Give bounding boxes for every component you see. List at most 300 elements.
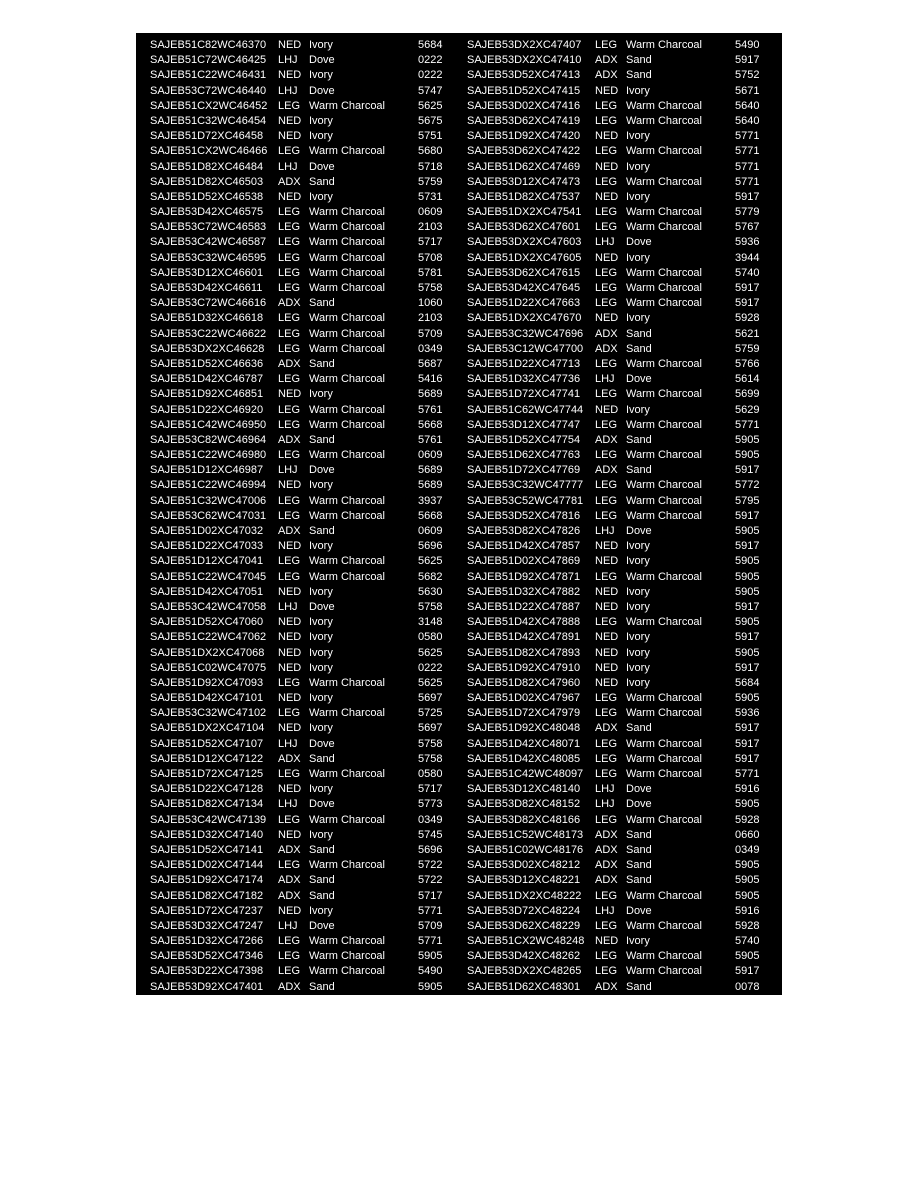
color-cell: Warm Charcoal — [626, 114, 702, 127]
color-cell: Dove — [626, 236, 652, 249]
number-cell: 5758 — [418, 282, 443, 294]
color-cell: Sand — [309, 175, 335, 188]
code-cell: NED — [595, 555, 619, 568]
number-cell: 5773 — [418, 798, 443, 811]
table-row — [150, 190, 466, 205]
number-cell: 5771 — [735, 175, 760, 188]
vin-cell: SAJEB51C22WC46431 — [150, 69, 267, 82]
table-row — [150, 220, 466, 235]
number-cell: 5490 — [418, 965, 443, 978]
color-cell: Warm Charcoal — [309, 859, 385, 872]
vin-cell: SAJEB53D52XC47816 — [467, 509, 581, 522]
vin-cell: SAJEB51C82WC46370 — [150, 39, 267, 51]
table-row — [467, 600, 783, 615]
code-cell: LEG — [595, 297, 618, 310]
vin-cell: SAJEB53D42XC46575 — [150, 206, 264, 219]
code-cell: LEG — [595, 768, 618, 780]
table-row — [150, 84, 466, 99]
color-cell: Warm Charcoal — [626, 570, 702, 583]
vin-cell: SAJEB51DX2XC47541 — [467, 206, 582, 219]
vin-cell: SAJEB51D82XC47537 — [467, 190, 581, 203]
number-cell: 5905 — [735, 585, 760, 598]
vin-cell: SAJEB51D92XC47871 — [467, 570, 581, 583]
table-row — [150, 615, 466, 630]
vin-cell: SAJEB51D32XC47266 — [150, 935, 264, 948]
code-cell: NED — [278, 114, 302, 127]
vin-cell: SAJEB53D12XC46601 — [150, 266, 264, 279]
vin-cell: SAJEB51D42XC47891 — [467, 631, 581, 644]
table-row — [150, 144, 466, 159]
number-cell: 5758 — [418, 600, 443, 613]
code-cell: LEG — [595, 357, 618, 370]
number-cell: 5917 — [735, 631, 760, 644]
code-cell: LHJ — [278, 54, 298, 67]
code-cell: LEG — [278, 768, 301, 780]
vin-cell: SAJEB53DX2XC47407 — [467, 39, 582, 51]
code-cell: LEG — [595, 145, 618, 158]
number-cell: 5917 — [735, 54, 760, 67]
vin-cell: SAJEB53C32WC47777 — [467, 479, 584, 492]
code-cell: LEG — [278, 418, 301, 431]
vin-cell: SAJEB51D42XC46787 — [150, 373, 264, 386]
color-cell: Sand — [626, 874, 652, 887]
code-cell: LEG — [595, 752, 618, 765]
number-cell: 5722 — [418, 874, 443, 887]
number-cell: 5671 — [735, 84, 760, 97]
color-cell: Sand — [626, 433, 652, 446]
number-cell: 5699 — [735, 388, 760, 401]
vin-cell: SAJEB51D02XC47032 — [150, 525, 264, 537]
vin-cell: SAJEB51D52XC47415 — [467, 84, 581, 97]
color-cell: Warm Charcoal — [309, 251, 385, 264]
number-cell: 5759 — [418, 175, 443, 188]
color-cell: Ivory — [626, 631, 650, 644]
code-cell: LHJ — [595, 783, 615, 796]
vin-cell: SAJEB53D42XC46611 — [150, 282, 263, 294]
color-cell: Dove — [309, 798, 335, 811]
code-cell: LEG — [595, 449, 618, 462]
code-cell: LEG — [595, 282, 618, 294]
table-row — [150, 646, 466, 661]
vin-cell: SAJEB53DX2XC46628 — [150, 342, 265, 355]
vin-cell: SAJEB51DX2XC48222 — [467, 889, 582, 902]
number-cell: 3148 — [418, 616, 443, 629]
code-cell: NED — [595, 631, 619, 644]
vin-cell: SAJEB51D92XC47174 — [150, 874, 264, 887]
table-row — [467, 494, 783, 509]
number-cell: 5905 — [735, 798, 760, 811]
number-cell: 5490 — [735, 39, 760, 51]
table-row — [150, 357, 466, 372]
color-cell: Sand — [626, 54, 652, 67]
table-row — [150, 235, 466, 250]
color-cell: Warm Charcoal — [309, 312, 385, 325]
code-cell: LEG — [278, 494, 301, 507]
number-cell: 5697 — [418, 692, 443, 705]
vin-cell: SAJEB51D82XC47134 — [150, 798, 264, 811]
number-cell: 5689 — [418, 388, 443, 401]
code-cell: LEG — [278, 342, 301, 355]
number-cell: 5682 — [418, 570, 443, 583]
color-cell: Sand — [626, 342, 652, 355]
vin-cell: SAJEB51D82XC46503 — [150, 175, 264, 188]
table-row — [467, 311, 783, 326]
number-cell: 5905 — [735, 889, 760, 902]
code-cell: LHJ — [278, 737, 298, 750]
number-cell: 5905 — [735, 874, 760, 887]
vin-cell: SAJEB53D32XC47247 — [150, 919, 264, 932]
table-row — [467, 721, 783, 736]
color-cell: Warm Charcoal — [626, 919, 702, 932]
color-cell: Sand — [626, 327, 652, 340]
code-cell: LHJ — [595, 373, 615, 386]
number-cell: 5697 — [418, 722, 443, 735]
color-cell: Ivory — [309, 69, 333, 82]
vin-cell: SAJEB51C42WC48097 — [467, 768, 584, 780]
code-cell: ADX — [278, 525, 301, 537]
code-cell: NED — [595, 600, 619, 613]
color-cell: Ivory — [309, 130, 333, 143]
color-cell: Ivory — [626, 312, 650, 325]
table-row — [150, 387, 466, 402]
code-cell: LEG — [278, 859, 301, 872]
vin-cell: SAJEB53C12WC47700 — [467, 342, 584, 355]
vin-cell: SAJEB53D72XC48224 — [467, 904, 581, 917]
vin-cell: SAJEB51D72XC47741 — [467, 388, 581, 401]
vin-cell: SAJEB51D82XC46484 — [150, 160, 264, 173]
vin-cell: SAJEB53D82XC48166 — [467, 813, 581, 826]
vin-cell: SAJEB51D92XC47093 — [150, 676, 264, 689]
vin-cell: SAJEB53C72WC46440 — [150, 84, 267, 97]
vin-cell: SAJEB51D42XC47101 — [150, 692, 264, 705]
number-cell: 5779 — [735, 206, 760, 219]
table-row — [467, 205, 783, 220]
table-row — [150, 53, 466, 68]
vin-cell: SAJEB53DX2XC47410 — [467, 54, 582, 67]
number-cell: 5928 — [735, 312, 760, 325]
vin-cell: SAJEB51DX2XC47605 — [467, 251, 582, 264]
number-cell: 5917 — [735, 540, 760, 553]
color-cell: Warm Charcoal — [309, 707, 385, 720]
number-cell: 5936 — [735, 236, 760, 249]
number-cell: 0580 — [418, 631, 443, 644]
vin-cell: SAJEB51D62XC47763 — [467, 449, 581, 462]
number-cell: 5745 — [418, 828, 443, 841]
table-row — [467, 418, 783, 433]
number-cell: 0078 — [735, 980, 760, 993]
number-cell: 5917 — [735, 752, 760, 765]
color-cell: Warm Charcoal — [626, 418, 702, 431]
number-cell: 5629 — [735, 403, 760, 416]
color-cell: Warm Charcoal — [309, 418, 385, 431]
color-cell: Dove — [626, 798, 652, 811]
vin-cell: SAJEB51D82XC47893 — [467, 646, 581, 659]
code-cell: ADX — [278, 889, 301, 902]
vin-cell: SAJEB51D02XC47967 — [467, 692, 581, 705]
table-row — [467, 706, 783, 721]
table-row — [150, 509, 466, 524]
code-cell: LEG — [595, 479, 618, 492]
vin-cell: SAJEB51D32XC47736 — [467, 373, 581, 386]
color-cell: Warm Charcoal — [626, 707, 702, 720]
table-row — [150, 99, 466, 114]
code-cell: LEG — [278, 206, 301, 219]
vin-cell: SAJEB51D72XC46458 — [150, 130, 264, 143]
code-cell: NED — [278, 692, 302, 705]
color-cell: Warm Charcoal — [309, 221, 385, 234]
table-row — [467, 630, 783, 645]
code-cell: NED — [278, 661, 302, 674]
color-cell: Ivory — [626, 676, 650, 689]
code-cell: NED — [278, 479, 302, 492]
code-cell: LEG — [278, 236, 301, 249]
table-row — [467, 327, 783, 342]
code-cell: ADX — [278, 297, 301, 310]
number-cell: 5905 — [735, 950, 760, 963]
number-cell: 5905 — [735, 692, 760, 705]
vin-cell: SAJEB51D02XC47144 — [150, 859, 264, 872]
code-cell: NED — [595, 84, 619, 97]
color-cell: Dove — [309, 160, 335, 173]
vin-cell: SAJEB51D12XC46987 — [150, 464, 264, 477]
color-cell: Warm Charcoal — [626, 357, 702, 370]
code-cell: ADX — [278, 752, 301, 765]
color-cell: Warm Charcoal — [309, 327, 385, 340]
number-cell: 0660 — [735, 828, 760, 841]
table-row — [150, 797, 466, 812]
table-row — [150, 114, 466, 129]
vin-cell: SAJEB51D52XC47060 — [150, 616, 264, 629]
code-cell: LHJ — [278, 600, 298, 613]
number-cell: 5625 — [418, 555, 443, 568]
color-cell: Warm Charcoal — [309, 813, 385, 826]
number-cell: 0609 — [418, 449, 443, 462]
table-row — [467, 38, 783, 53]
number-cell: 5640 — [735, 114, 760, 127]
color-cell: Ivory — [626, 84, 650, 97]
code-cell: ADX — [595, 464, 618, 477]
table-row — [467, 964, 783, 979]
code-cell: LHJ — [278, 160, 298, 173]
vin-cell: SAJEB51D72XC47237 — [150, 904, 264, 917]
color-cell: Warm Charcoal — [626, 509, 702, 522]
code-cell: LEG — [278, 570, 301, 583]
color-cell: Sand — [626, 843, 652, 856]
color-cell: Warm Charcoal — [309, 570, 385, 583]
code-cell: LEG — [278, 145, 301, 158]
vin-cell: SAJEB51D42XC47051 — [150, 585, 264, 598]
number-cell: 0222 — [418, 661, 443, 674]
table-row — [150, 311, 466, 326]
code-cell: LEG — [278, 950, 301, 963]
vin-cell: SAJEB51D52XC47141 — [150, 843, 264, 856]
code-cell: NED — [595, 312, 619, 325]
table-row — [150, 691, 466, 706]
color-cell: Ivory — [626, 130, 650, 143]
color-cell: Sand — [626, 69, 652, 82]
table-row — [467, 797, 783, 812]
table-row — [150, 494, 466, 509]
number-cell: 5696 — [418, 843, 443, 856]
color-cell: Ivory — [626, 555, 650, 568]
code-cell: NED — [278, 646, 302, 659]
code-cell: LEG — [595, 99, 618, 112]
color-cell: Sand — [309, 980, 335, 993]
code-cell: NED — [595, 661, 619, 674]
vin-cell: SAJEB53D52XC47413 — [467, 69, 581, 82]
number-cell: 5905 — [735, 859, 760, 872]
number-cell: 1060 — [418, 297, 443, 310]
table-row — [467, 114, 783, 129]
number-cell: 5725 — [418, 707, 443, 720]
vin-cell: SAJEB51CX2WC48248 — [467, 935, 585, 948]
code-cell: LEG — [278, 251, 301, 264]
number-cell: 5689 — [418, 464, 443, 477]
color-cell: Warm Charcoal — [626, 768, 702, 780]
color-cell: Ivory — [309, 661, 333, 674]
table-row — [467, 281, 783, 296]
code-cell: LEG — [278, 676, 301, 689]
number-cell: 5772 — [735, 479, 760, 492]
number-cell: 5625 — [418, 99, 443, 112]
color-cell: Warm Charcoal — [626, 449, 702, 462]
number-cell: 5917 — [735, 509, 760, 522]
vin-cell: SAJEB51D92XC47420 — [467, 130, 581, 143]
number-cell: 5731 — [418, 190, 443, 203]
number-cell: 5781 — [418, 266, 443, 279]
code-cell: LHJ — [595, 236, 615, 249]
vin-cell: SAJEB51D32XC47882 — [467, 585, 581, 598]
vin-cell: SAJEB53C82WC46964 — [150, 433, 267, 446]
color-cell: Warm Charcoal — [309, 99, 385, 112]
number-cell: 5917 — [735, 464, 760, 477]
color-cell: Warm Charcoal — [626, 950, 702, 963]
table-row — [150, 585, 466, 600]
table-row — [150, 251, 466, 266]
table-row — [467, 813, 783, 828]
color-cell: Ivory — [309, 692, 333, 705]
color-cell: Warm Charcoal — [626, 479, 702, 492]
vin-cell: SAJEB51D22XC47887 — [467, 600, 581, 613]
color-cell: Ivory — [626, 160, 650, 173]
color-cell: Ivory — [309, 479, 333, 492]
table-row — [150, 403, 466, 418]
vin-cell: SAJEB51C42WC46950 — [150, 418, 267, 431]
number-cell: 5905 — [735, 646, 760, 659]
color-cell: Warm Charcoal — [309, 965, 385, 978]
vin-cell: SAJEB53C32WC47102 — [150, 707, 267, 720]
table-row — [467, 752, 783, 767]
color-cell: Warm Charcoal — [626, 39, 702, 51]
table-row — [150, 767, 466, 782]
table-row — [150, 676, 466, 691]
table-row — [467, 661, 783, 676]
table-row — [150, 934, 466, 949]
table-row — [467, 691, 783, 706]
vin-cell: SAJEB53D62XC48229 — [467, 919, 581, 932]
number-cell: 5668 — [418, 509, 443, 522]
color-cell: Ivory — [626, 403, 650, 416]
table-row — [150, 752, 466, 767]
vin-cell: SAJEB51DX2XC47104 — [150, 722, 265, 735]
table-row — [150, 448, 466, 463]
number-cell: 5668 — [418, 418, 443, 431]
color-cell: Warm Charcoal — [626, 221, 702, 234]
color-cell: Ivory — [309, 783, 333, 796]
table-row — [150, 721, 466, 736]
vin-cell: SAJEB51D32XC47140 — [150, 828, 264, 841]
table-row — [467, 387, 783, 402]
number-cell: 0580 — [418, 768, 443, 780]
color-cell: Warm Charcoal — [626, 388, 702, 401]
color-cell: Dove — [309, 84, 335, 97]
number-cell: 5767 — [735, 221, 760, 234]
vin-cell: SAJEB53D52XC47346 — [150, 950, 264, 963]
vin-cell: SAJEB51D52XC47107 — [150, 737, 264, 750]
vin-cell: SAJEB51D32XC46618 — [150, 312, 264, 325]
table-row — [150, 175, 466, 190]
table-row — [150, 949, 466, 964]
table-row — [467, 980, 783, 995]
vin-cell: SAJEB51C32WC46454 — [150, 114, 267, 127]
vin-cell: SAJEB51D52XC46538 — [150, 190, 264, 203]
color-cell: Ivory — [309, 904, 333, 917]
code-cell: LEG — [278, 282, 301, 294]
number-cell: 5625 — [418, 646, 443, 659]
vin-cell: SAJEB51CX2WC46466 — [150, 145, 268, 158]
color-cell: Warm Charcoal — [626, 965, 702, 978]
table-row — [467, 403, 783, 418]
table-row — [150, 539, 466, 554]
color-cell: Dove — [626, 904, 652, 917]
table-row — [467, 235, 783, 250]
table-row — [467, 357, 783, 372]
color-cell: Warm Charcoal — [309, 449, 385, 462]
vin-cell: SAJEB53D92XC47401 — [150, 980, 264, 993]
color-cell: Warm Charcoal — [309, 236, 385, 249]
color-cell: Ivory — [626, 600, 650, 613]
color-cell: Warm Charcoal — [309, 282, 385, 294]
number-cell: 0609 — [418, 525, 443, 537]
color-cell: Warm Charcoal — [309, 509, 385, 522]
table-row — [467, 524, 783, 539]
number-cell: 5614 — [735, 373, 760, 386]
number-cell: 5684 — [418, 39, 443, 51]
table-row — [150, 296, 466, 311]
number-cell: 5751 — [418, 130, 443, 143]
color-cell: Warm Charcoal — [626, 737, 702, 750]
color-cell: Warm Charcoal — [626, 813, 702, 826]
code-cell: NED — [595, 130, 619, 143]
color-cell: Sand — [309, 889, 335, 902]
number-cell: 5771 — [735, 418, 760, 431]
vin-cell: SAJEB51D52XC47754 — [467, 433, 581, 446]
code-cell: LEG — [595, 494, 618, 507]
table-row — [467, 175, 783, 190]
number-cell: 5752 — [735, 69, 760, 82]
code-cell: LEG — [278, 555, 301, 568]
number-cell: 5905 — [418, 980, 443, 993]
number-cell: 5917 — [735, 600, 760, 613]
code-cell: ADX — [595, 327, 618, 340]
right-column — [467, 38, 783, 995]
table-row — [150, 205, 466, 220]
vin-cell: SAJEB51D82XC47182 — [150, 889, 264, 902]
table-row — [150, 858, 466, 873]
number-cell: 5687 — [418, 357, 443, 370]
table-row — [467, 676, 783, 691]
vin-cell: SAJEB53D42XC47645 — [467, 282, 581, 294]
